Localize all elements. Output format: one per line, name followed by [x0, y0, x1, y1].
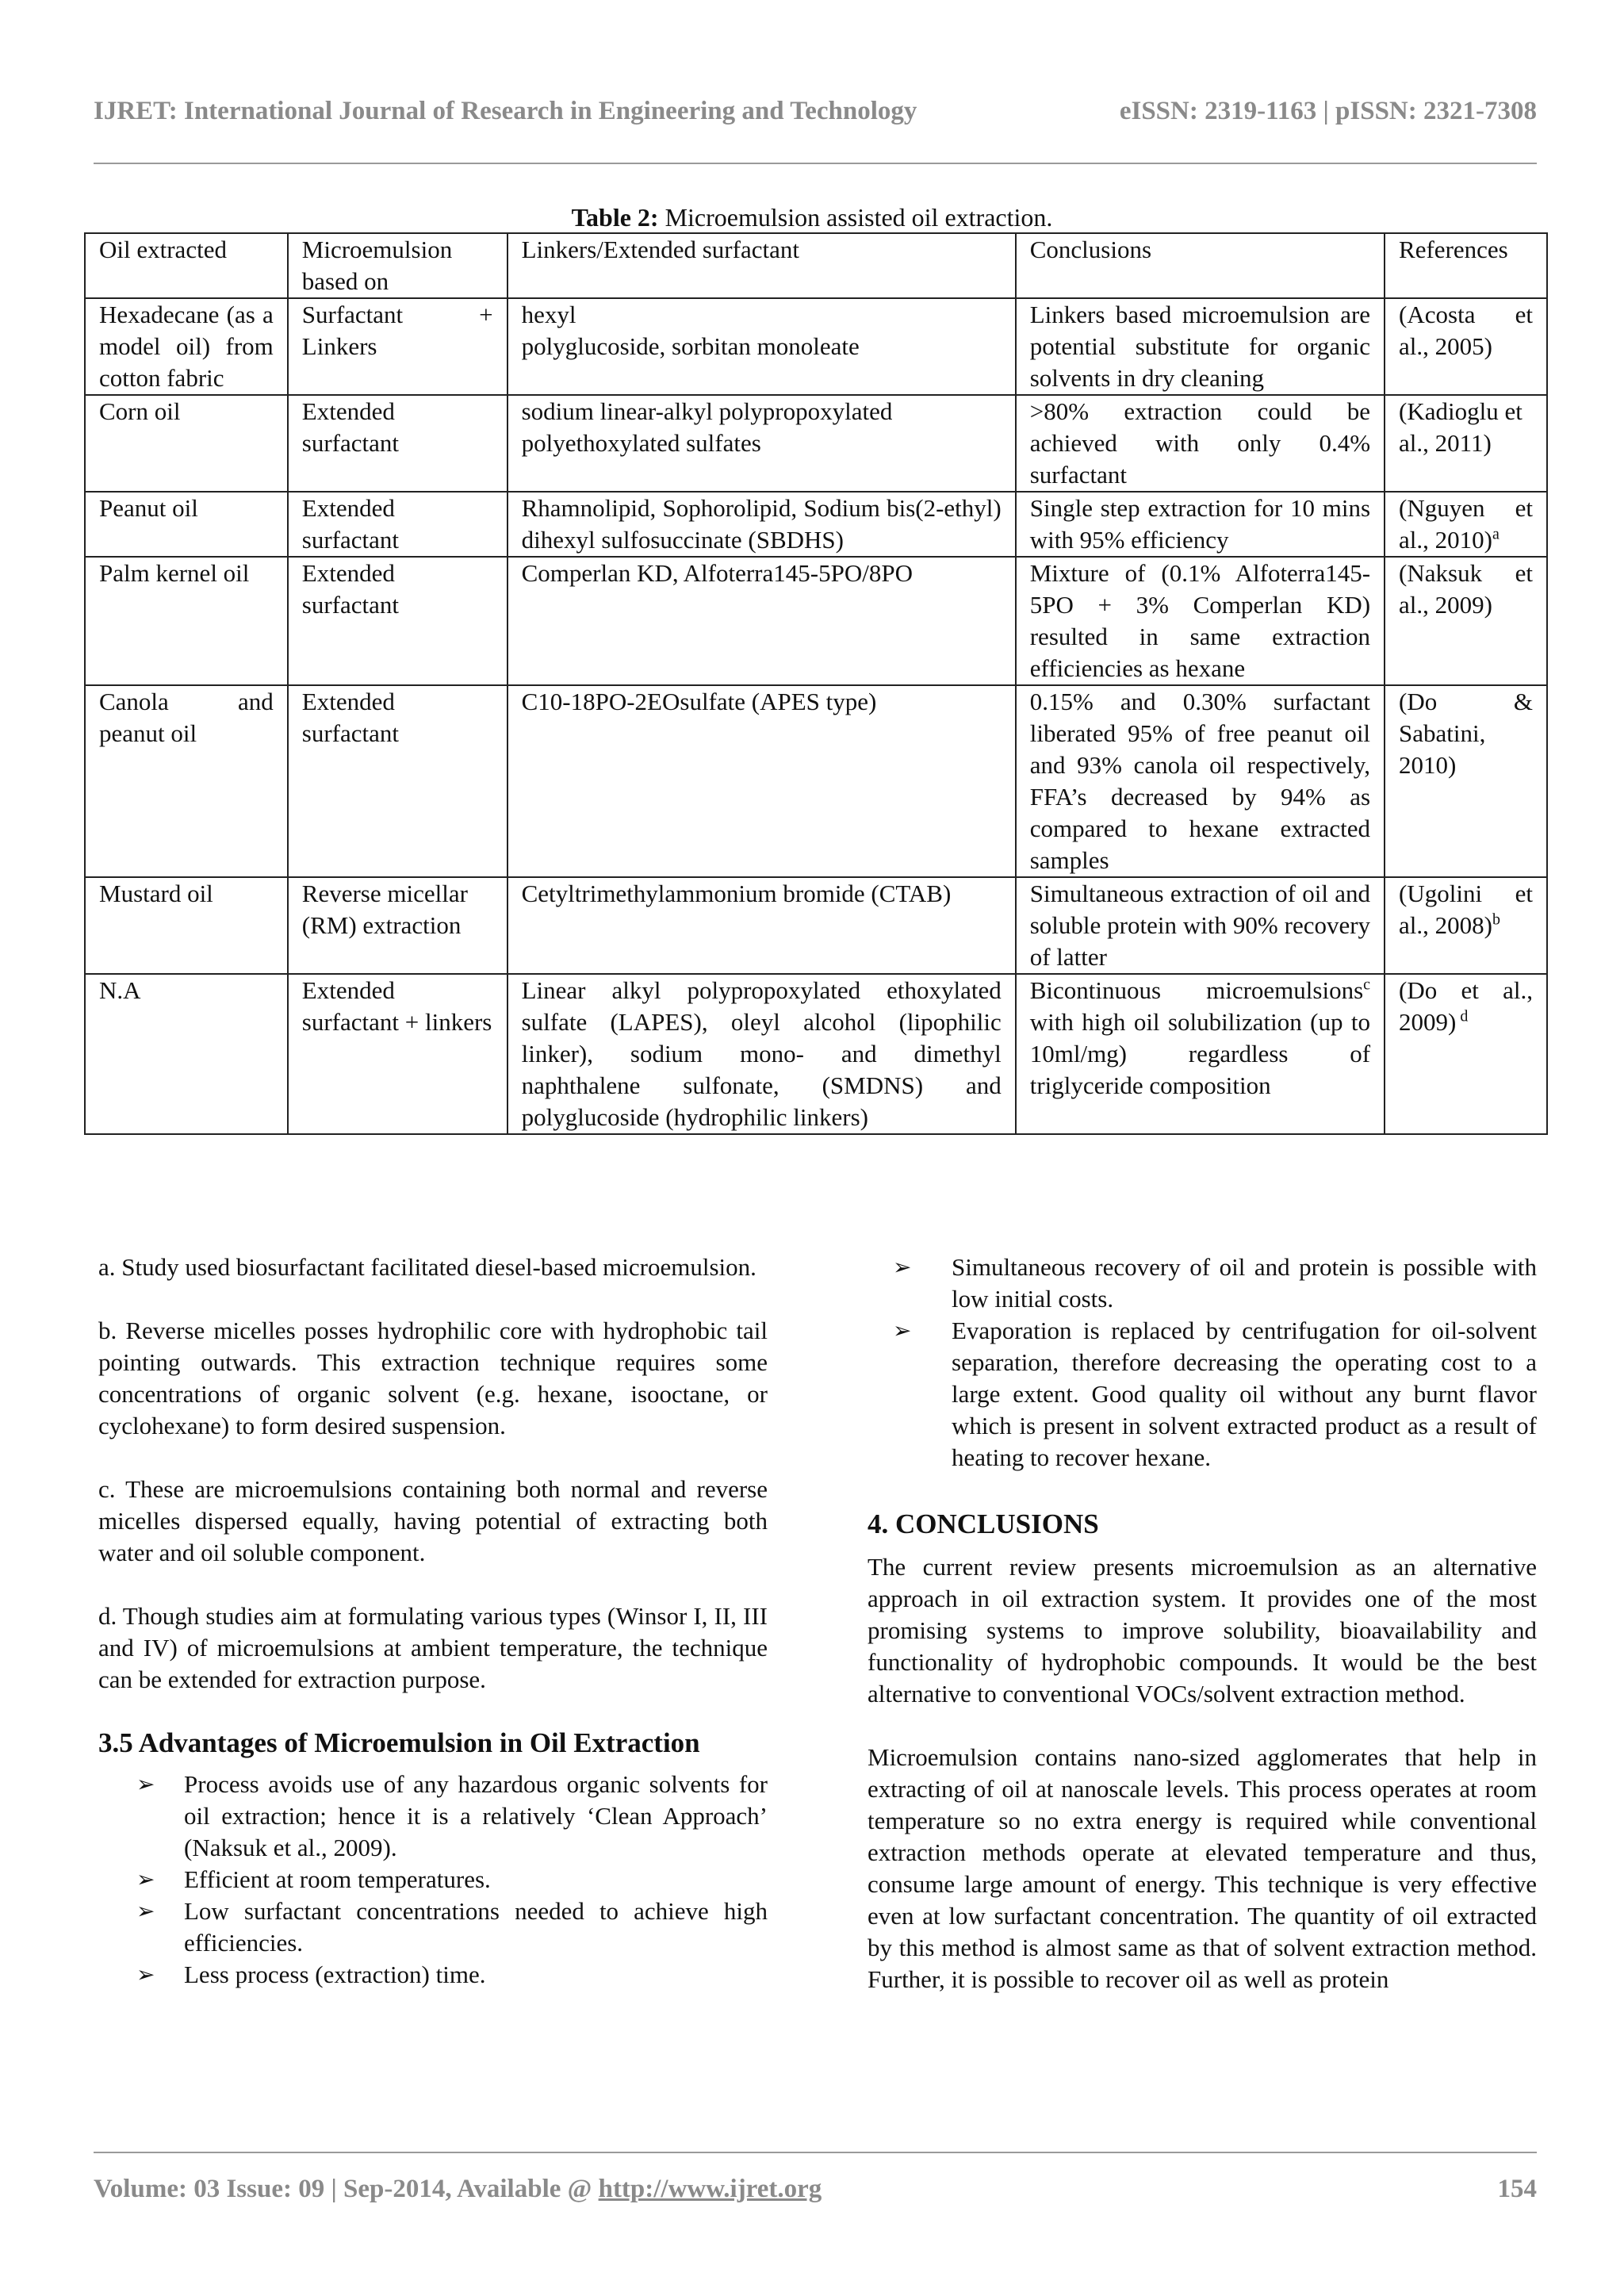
page-footer [94, 2175, 1537, 2204]
cell-based-on: Reverse micellar (RM) extraction [288, 877, 508, 974]
cell-reference [1385, 685, 1547, 877]
list-item [868, 1315, 1537, 1474]
arrow-bullet-icon: ➢ [893, 1254, 912, 1280]
page-number: 154 [1497, 2175, 1537, 2203]
table-row [85, 492, 1547, 557]
cell-linkers: sodium linear-alkyl polypropoxylated polyethoxylated sulfates [508, 395, 1016, 492]
advantages-list-continued [868, 1251, 1537, 1474]
right-column [868, 1251, 1537, 1995]
column-header: References [1385, 233, 1547, 298]
reference-note-mark: b [1492, 910, 1500, 929]
column-header: Microemulsion based on [288, 233, 508, 298]
list-item-text: Simultaneous recovery of oil and protein is possible with low initial costs. [952, 1253, 1537, 1313]
cell-conclusions: Linkers based microemulsion are potential substitute for organic solvents in dry cleaning [1016, 298, 1385, 395]
table-row [85, 974, 1547, 1134]
cell-based-on: Surfactant + Linkers [288, 298, 508, 395]
cell-oil: Mustard oil [85, 877, 288, 974]
arrow-bullet-icon: ➢ [893, 1317, 912, 1343]
reference-text: (Naksuk et al., 2009) [1399, 559, 1533, 619]
column-header: Oil extracted [85, 233, 288, 298]
conclusions-note-mark: c [1363, 976, 1371, 994]
reference-text: (Nguyen et al., 2010) [1399, 494, 1533, 554]
journal-header [94, 97, 1537, 126]
conclusions-heading: 4. CONCLUSIONS [868, 1508, 1099, 1539]
cell-conclusions: 0.15% and 0.30% surfactant liberated 95% of free peanut oil and 93% canola oil respectively, FFA’s decreased by 94% as compared to hexane extracted samples [1016, 685, 1385, 877]
extraction-table [84, 232, 1548, 1135]
table-row [85, 395, 1547, 492]
cell-reference [1385, 492, 1547, 557]
conclusions-paragraph-2: Microemulsion contains nano-sized agglomerates that help in extracting of oil at nanoscale levels. This process operates at room temperature so no extra energy is required while conventional extraction methods operate at elevated temperature and thus, consume large amount of energy. This technique is very effective even at low surfactant concentration. The quantity of oil extracted by this method is almost same as that of solvent extraction method. Further, it is possible to recover oil as well as protein [868, 1743, 1537, 1993]
table-caption-label: Table 2: [571, 203, 659, 232]
list-item-text: Efficient at room temperatures. [184, 1865, 491, 1893]
cell-linkers: Rhamnolipid, Sophorolipid, Sodium bis(2-ethyl) dihexyl sulfosuccinate (SBDHS) [508, 492, 1016, 557]
cell-conclusions: Single step extraction for 10 mins with 95% efficiency [1016, 492, 1385, 557]
cell-reference [1385, 557, 1547, 685]
cell-linkers: hexyl polyglucoside, sorbitan monoleate [508, 298, 1016, 395]
conclusions-text: Bicontinuous microemulsions [1029, 976, 1364, 1004]
arrow-bullet-icon: ➢ [136, 1771, 155, 1797]
advantages-list [98, 1769, 768, 1991]
cell-reference [1385, 298, 1547, 395]
footer-volume-info [94, 2175, 822, 2204]
cell-based-on: Extended surfactant [288, 557, 508, 685]
reference-text: (Do et al., 2009) [1399, 976, 1533, 1036]
table-caption-text: Microemulsion assisted oil extraction. [665, 203, 1053, 232]
cell-reference [1385, 877, 1547, 974]
reference-note-mark: d [1456, 1007, 1469, 1025]
table-header-row [85, 233, 1547, 298]
list-item-text: Less process (extraction) time. [184, 1961, 486, 1988]
header-divider [94, 163, 1537, 164]
cell-based-on: Extended surfactant [288, 685, 508, 877]
table-row [85, 877, 1547, 974]
reference-note-mark: a [1492, 525, 1500, 543]
cell-linkers-text: polyglucoside, sorbitan monoleate [521, 332, 860, 360]
cell-oil: Canola and peanut oil [85, 685, 288, 877]
arrow-bullet-icon: ➢ [136, 1961, 155, 1987]
table-caption [0, 201, 1624, 233]
journal-url-link[interactable]: http://www.ijret.org [598, 2175, 822, 2203]
journal-title: IJRET: International Journal of Research in Engineering and Technology [94, 97, 917, 125]
cell-oil: Corn oil [85, 395, 288, 492]
list-item-text: Evaporation is replaced by centrifugation for oil-solvent separation, therefore decreasing the operating cost to a large extent. Good quality oil without any burnt flavor which is present in solvent extracted product as a result of heating to recover hexane. [952, 1317, 1537, 1471]
cell-linkers: C10-18PO-2EOsulfate (APES type) [508, 685, 1016, 877]
reference-text: (Do & Sabatini, 2010) [1399, 688, 1533, 779]
cell-oil: Hexadecane (as a model oil) from cotton fabric [85, 298, 288, 395]
table-row [85, 685, 1547, 877]
journal-issn: eISSN: 2319-1163 | pISSN: 2321-7308 [1119, 97, 1537, 125]
list-item-text: Process avoids use of any hazardous organic solvents for oil extraction; hence it is a relatively ‘Clean Approach’ (Naksuk et al., 2009). [184, 1770, 768, 1861]
column-header: Conclusions [1016, 233, 1385, 298]
cell-conclusions: Simultaneous extraction of oil and soluble protein with 90% recovery of latter [1016, 877, 1385, 974]
cell-reference [1385, 974, 1547, 1134]
list-item [868, 1251, 1537, 1315]
cell-based-on: Extended surfactant [288, 492, 508, 557]
arrow-bullet-icon: ➢ [136, 1898, 155, 1924]
footer-volume-text: Volume: 03 Issue: 09 | Sep-2014, Available @ [94, 2175, 592, 2203]
list-item [98, 1895, 768, 1959]
cell-based-on: Extended surfactant + linkers [288, 974, 508, 1134]
list-item-text: Low surfactant concentrations needed to achieve high efficiencies. [184, 1897, 768, 1957]
reference-text: (Ugolini et al., 2008) [1399, 880, 1533, 939]
footer-divider [94, 2152, 1537, 2153]
cell-oil: Peanut oil [85, 492, 288, 557]
cell-based-on: Extended surfactant [288, 395, 508, 492]
left-column [98, 1251, 768, 1991]
arrow-bullet-icon: ➢ [136, 1866, 155, 1892]
footnote-a: a. Study used biosurfactant facilitated diesel-based microemulsion. [98, 1253, 756, 1281]
cell-conclusions [1016, 974, 1385, 1134]
footnote-d: d. Though studies aim at formulating various types (Winsor I, II, III and IV) of microemulsions at ambient temperature, the technique can be extended for extraction purpose. [98, 1602, 768, 1693]
cell-linkers: Linear alkyl polypropoxylated ethoxylated sulfate (LAPES), oleyl alcohol (lipophilic linker), sodium mono- and dimethyl naphthalene sulfonate, (SMDNS) and polyglucoside (hydrophilic linkers) [508, 974, 1016, 1134]
reference-text: (Acosta et al., 2005) [1399, 301, 1533, 360]
cell-oil: Palm kernel oil [85, 557, 288, 685]
list-item [98, 1959, 768, 1991]
cell-reference [1385, 395, 1547, 492]
table-row [85, 557, 1547, 685]
cell-oil: N.A [85, 974, 288, 1134]
section-heading: 3.5 Advantages of Microemulsion in Oil Extraction [98, 1727, 700, 1758]
reference-text: (Kadioglu et al., 2011) [1399, 397, 1522, 457]
footnote-c: c. These are microemulsions containing both normal and reverse micelles dispersed equally, having potential of extracting both water and oil soluble component. [98, 1475, 768, 1566]
column-header: Linkers/Extended surfactant [508, 233, 1016, 298]
footnote-b: b. Reverse micelles posses hydrophilic core with hydrophobic tail pointing outwards. This extraction technique requires some concentrations of organic solvent (e.g. hexane, isooctane, or cyclohexane) to form desired suspension. [98, 1317, 768, 1439]
list-item [98, 1864, 768, 1895]
list-item [98, 1769, 768, 1864]
conclusions-paragraph-1: The current review presents microemulsion as an alternative approach in oil extraction system. It provides one of the most promising systems to improve solubility, bioavailability and functionality of hydrophobic compounds. It would be the best alternative to conventional VOCs/solvent extraction method. [868, 1553, 1537, 1708]
cell-linkers: Cetyltrimethylammonium bromide (CTAB) [508, 877, 1016, 974]
conclusions-text-rest: with high oil solubilization (up to 10ml/mg) regardless of triglyceride composition [1029, 1008, 1371, 1099]
cell-linkers: Comperlan KD, Alfoterra145-5PO/8PO [508, 557, 1016, 685]
cell-conclusions: >80% extraction could be achieved with only 0.4% surfactant [1016, 395, 1385, 492]
cell-conclusions: Mixture of (0.1% Alfoterra145-5PO + 3% Comperlan KD) resulted in same extraction efficiencies as hexane [1016, 557, 1385, 685]
table-row [85, 298, 1547, 395]
